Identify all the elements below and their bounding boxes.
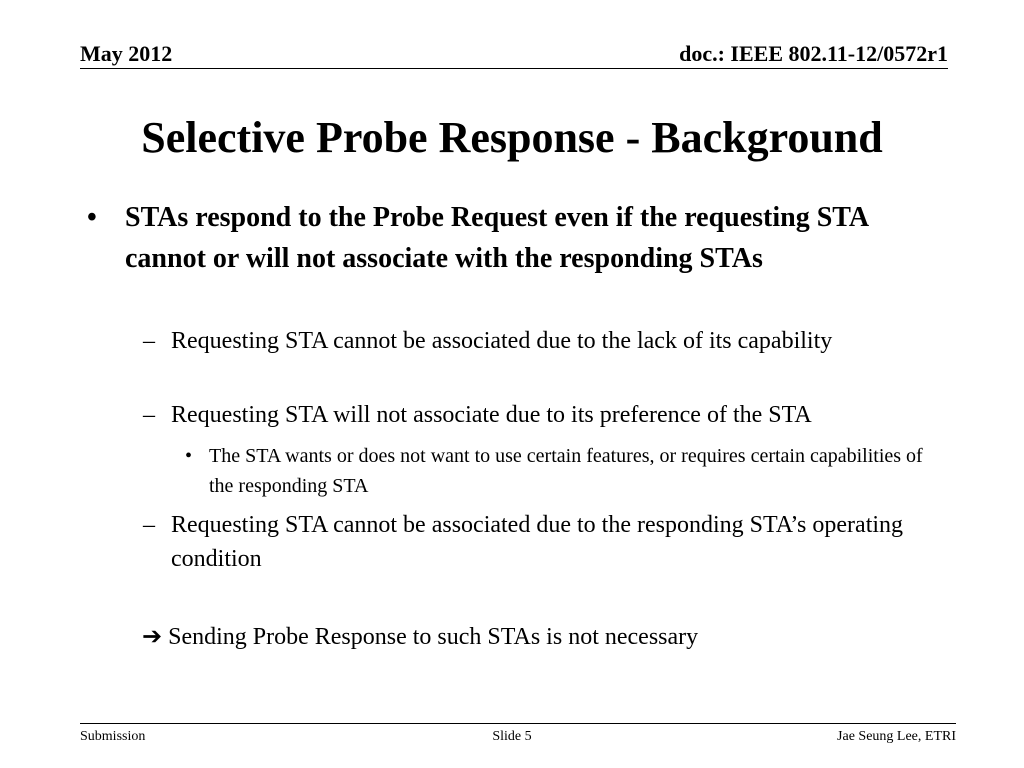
- sub-bullet-text: Requesting STA will not associate due to its preference of the STA: [171, 402, 812, 428]
- nested-bullet-features: [185, 441, 929, 501]
- main-bullet: [87, 197, 925, 279]
- footer-author: Jae Seung Lee, ETRI: [837, 729, 956, 744]
- bullet-dot-icon: •: [87, 202, 97, 233]
- footer-slide-number: Slide 5: [492, 729, 532, 744]
- footer-submission: Submission: [80, 729, 146, 744]
- header-doc-id: doc.: IEEE 802.11-12/0572r1: [679, 41, 948, 66]
- sub-bullet-text: Requesting STA cannot be associated due to the lack of its capability: [171, 328, 833, 354]
- sub-bullet-text: Requesting STA cannot be associated due to the responding STA’s operating condition: [171, 512, 904, 572]
- right-arrow-icon: ➔: [142, 624, 163, 650]
- conclusion-line: [142, 620, 698, 654]
- sub-bullet-operating-condition: [143, 508, 961, 576]
- nested-bullet-text: The STA wants or does not want to use certain features, or requires certain capabilities of the responding STA: [209, 445, 923, 497]
- slide-title: Selective Probe Response - Background: [141, 113, 883, 162]
- header-date: May 2012: [80, 41, 173, 66]
- dash-icon: –: [143, 512, 155, 538]
- bullet-dot-icon: •: [185, 445, 193, 467]
- footer-rule: [80, 723, 956, 724]
- dash-icon: –: [143, 328, 155, 354]
- conclusion-text: Sending Probe Response to such STAs is not necessary: [168, 624, 699, 650]
- sub-bullet-capability: [143, 324, 961, 358]
- dash-icon: –: [143, 402, 155, 428]
- main-bullet-text: STAs respond to the Probe Request even if the requesting STA cannot or will not associate with the responding STAs: [125, 202, 868, 274]
- sub-bullet-preference: [143, 398, 961, 432]
